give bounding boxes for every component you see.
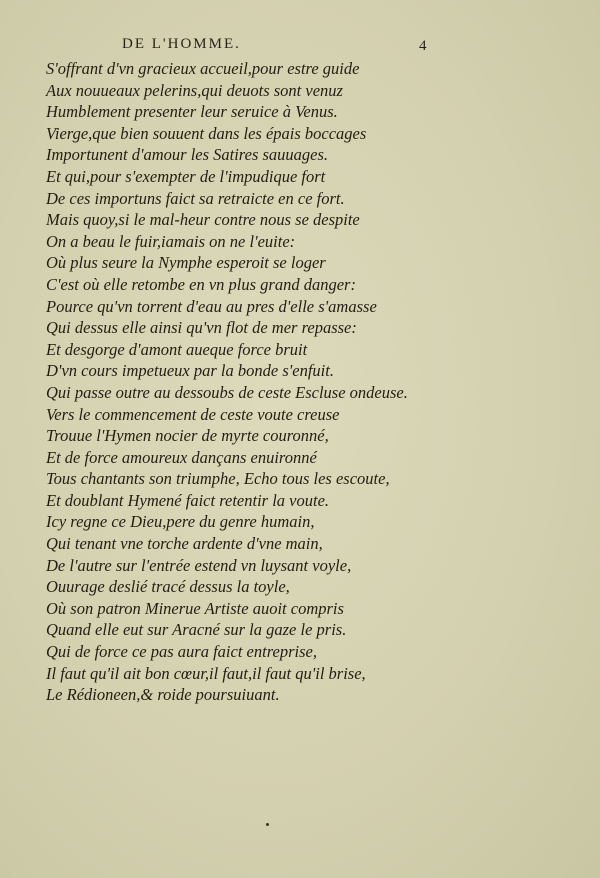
verse-line: Vierge,que bien souuent dans les épais boccages bbox=[46, 123, 367, 143]
verse-line: Qui passe outre au dessoubs de ceste Escluse ondeuse. bbox=[46, 382, 408, 402]
verse-line: Et de force amoureux dançans enuironné bbox=[46, 447, 317, 467]
ink-dot bbox=[266, 823, 269, 826]
verse-line: Aux nouueaux pelerins,qui deuots sont venuz bbox=[46, 80, 343, 100]
page-number: 4 bbox=[419, 38, 427, 54]
verse-line: Qui de force ce pas aura faict entreprise, bbox=[46, 642, 317, 662]
verse-line: S'offrant d'vn gracieux accueil,pour estre guide bbox=[46, 59, 360, 78]
verse-line: Le Rédioneen,& roide poursuiuant. bbox=[46, 685, 280, 705]
verse-line: D'vn cours impetueux par la bonde s'enfuit. bbox=[46, 361, 334, 381]
verse-line: On a beau le fuir,iamais on ne l'euite: bbox=[46, 231, 296, 251]
verse-line: Vers le commencement de ceste voute creuse bbox=[46, 404, 340, 424]
verse-line: Où son patron Minerue Artiste auoit compris bbox=[46, 598, 344, 618]
running-head: DE L'HOMME. bbox=[122, 36, 241, 52]
verse-line: Trouue l'Hymen nocier de myrte couronné, bbox=[46, 426, 329, 446]
verse-line: Ouurage deslié tracé dessus la toyle, bbox=[46, 577, 290, 597]
verse-line: Quand elle eut sur Aracné sur la gaze le pris. bbox=[46, 620, 347, 640]
verse-line: Pource qu'vn torrent d'eau au pres d'elle s'amasse bbox=[46, 296, 377, 316]
verse-line: Tous chantants son triumphe, Echo tous les escoute, bbox=[46, 469, 390, 489]
verse-block bbox=[46, 58, 586, 706]
verse-line: De l'autre sur l'entrée estend vn luysant voyle, bbox=[46, 555, 352, 575]
verse-line: Qui dessus elle ainsi qu'vn flot de mer repasse: bbox=[46, 318, 357, 338]
verse-line: Humblement presenter leur seruice à Venus. bbox=[46, 102, 338, 122]
verse-line: Et doublant Hymené faict retentir la voute. bbox=[46, 490, 330, 510]
verse-line: Qui tenant vne torche ardente d'vne main, bbox=[46, 534, 323, 554]
verse-line: Où plus seure la Nymphe esperoit se loger bbox=[46, 253, 326, 273]
verse-line: Importunent d'amour les Satires sauuages. bbox=[46, 145, 329, 165]
verse-line: Icy regne ce Dieu,pere du genre humain, bbox=[46, 512, 315, 532]
verse-line: Mais quoy,si le mal-heur contre nous se despite bbox=[46, 210, 360, 230]
verse-line: Et qui,pour s'exempter de l'impudique fort bbox=[46, 166, 326, 186]
verse-line: Il faut qu'il ait bon cœur,il faut,il faut qu'il brise, bbox=[46, 663, 366, 683]
verse-line: De ces importuns faict sa retraicte en ce fort. bbox=[46, 188, 345, 208]
verse-line: C'est où elle retombe en vn plus grand danger: bbox=[46, 274, 356, 294]
verse-line: Et desgorge d'amont aueque force bruit bbox=[46, 339, 308, 359]
page-header bbox=[0, 36, 600, 58]
